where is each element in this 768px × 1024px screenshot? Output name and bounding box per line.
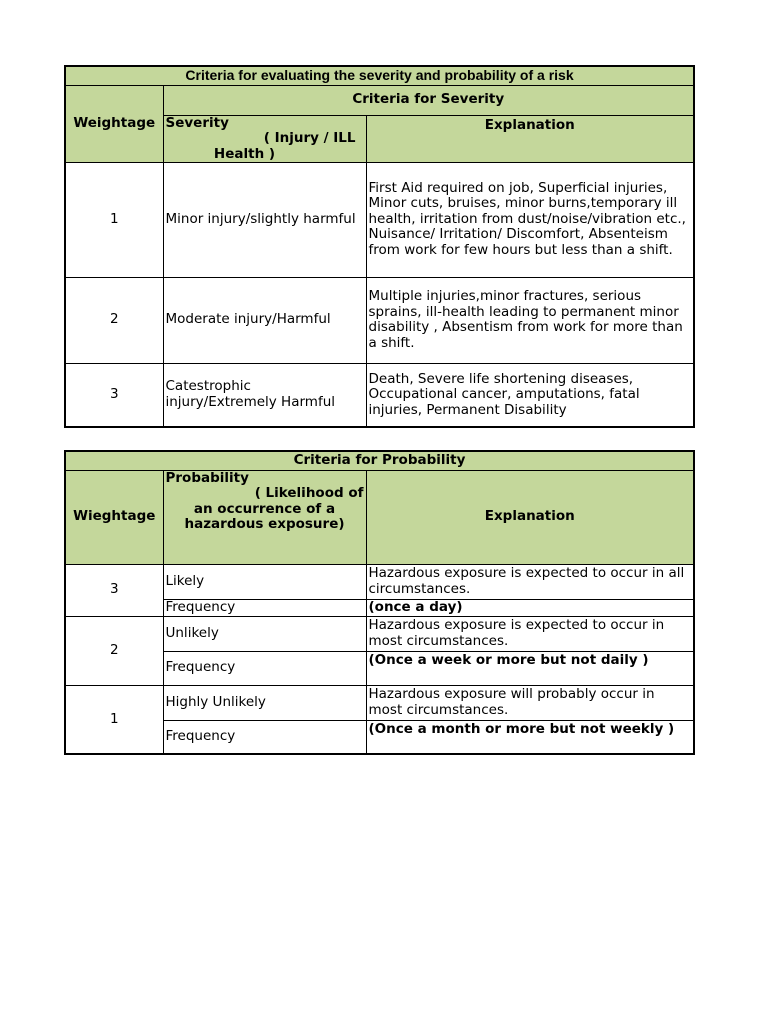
severity-table-title: Criteria for evaluating the severity and probability of a risk — [65, 66, 694, 85]
weight-cell: 3 — [65, 363, 163, 427]
criteria-severity-header: Criteria for Severity — [163, 85, 694, 115]
weight-cell: 3 — [65, 564, 163, 616]
frequency-value: (Once a week or more but not daily ) — [366, 651, 694, 685]
weight-cell: 1 — [65, 162, 163, 277]
wieghtage-header: Wieghtage — [65, 470, 163, 564]
severity-header-line3: Health ) — [213, 145, 276, 162]
explanation-cell: Hazardous exposure is expected to occur in all circumstances. — [366, 564, 694, 599]
table-row — [65, 685, 694, 720]
table-row — [65, 162, 694, 277]
severity-table — [64, 65, 695, 428]
explanation-cell: Death, Severe life shortening diseases, Occupational cancer, amputations, fatal injuries, Permanent Disability — [366, 363, 694, 427]
frequency-value: (once a day) — [366, 599, 694, 616]
explanation-cell: Hazardous exposure will probably occur in most circumstances. — [366, 685, 694, 720]
explanation-cell: Hazardous exposure is expected to occur in most circumstances. — [366, 616, 694, 651]
severity-explanation-header: Explanation — [366, 115, 694, 162]
explanation-cell: Multiple injuries,minor fractures, serious sprains, ill-health leading to permanent minor disability , Absentism from work for more than a shift. — [366, 277, 694, 363]
probability-explanation-header: Explanation — [366, 470, 694, 564]
weight-cell: 1 — [65, 685, 163, 754]
table-row — [65, 616, 694, 651]
severity-cell: Minor injury/slightly harmful — [163, 162, 366, 277]
probability-header-line3: an occurrence of a — [193, 500, 336, 517]
probability-cell: Unlikely — [163, 616, 366, 651]
table-row — [65, 564, 694, 599]
probability-column-header — [163, 470, 366, 564]
probability-header-line2: ( Likelihood of — [254, 485, 364, 501]
severity-header-line1: Severity — [165, 115, 229, 131]
table-row — [65, 363, 694, 427]
severity-column-header — [163, 115, 366, 162]
table-row — [65, 277, 694, 363]
probability-header-line1: Probability — [165, 470, 249, 486]
probability-table-title: Criteria for Probability — [65, 451, 694, 470]
frequency-value: (Once a month or more but not weekly ) — [366, 720, 694, 754]
explanation-cell: First Aid required on job, Superficial injuries, Minor cuts, bruises, minor burns,temporary ill health, irritation from dust/noise/vibration etc., Nuisance/ Irritation/ Discomfort, Absenteism from work for few hours but less than a shift. — [366, 162, 694, 277]
probability-cell: Highly Unlikely — [163, 685, 366, 720]
probability-table — [64, 450, 695, 755]
frequency-label: Frequency — [163, 720, 366, 754]
severity-cell: Catestrophic injury/Extremely Harmful — [163, 363, 366, 427]
weightage-header: Weightage — [65, 85, 163, 162]
severity-cell: Moderate injury/Harmful — [163, 277, 366, 363]
severity-header-line2: ( Injury / ILL — [263, 130, 356, 146]
probability-header-line4: hazardous exposure) — [184, 516, 345, 532]
probability-cell: Likely — [163, 564, 366, 599]
frequency-label: Frequency — [163, 651, 366, 685]
weight-cell: 2 — [65, 277, 163, 363]
frequency-label: Frequency — [163, 599, 366, 616]
weight-cell: 2 — [65, 616, 163, 685]
